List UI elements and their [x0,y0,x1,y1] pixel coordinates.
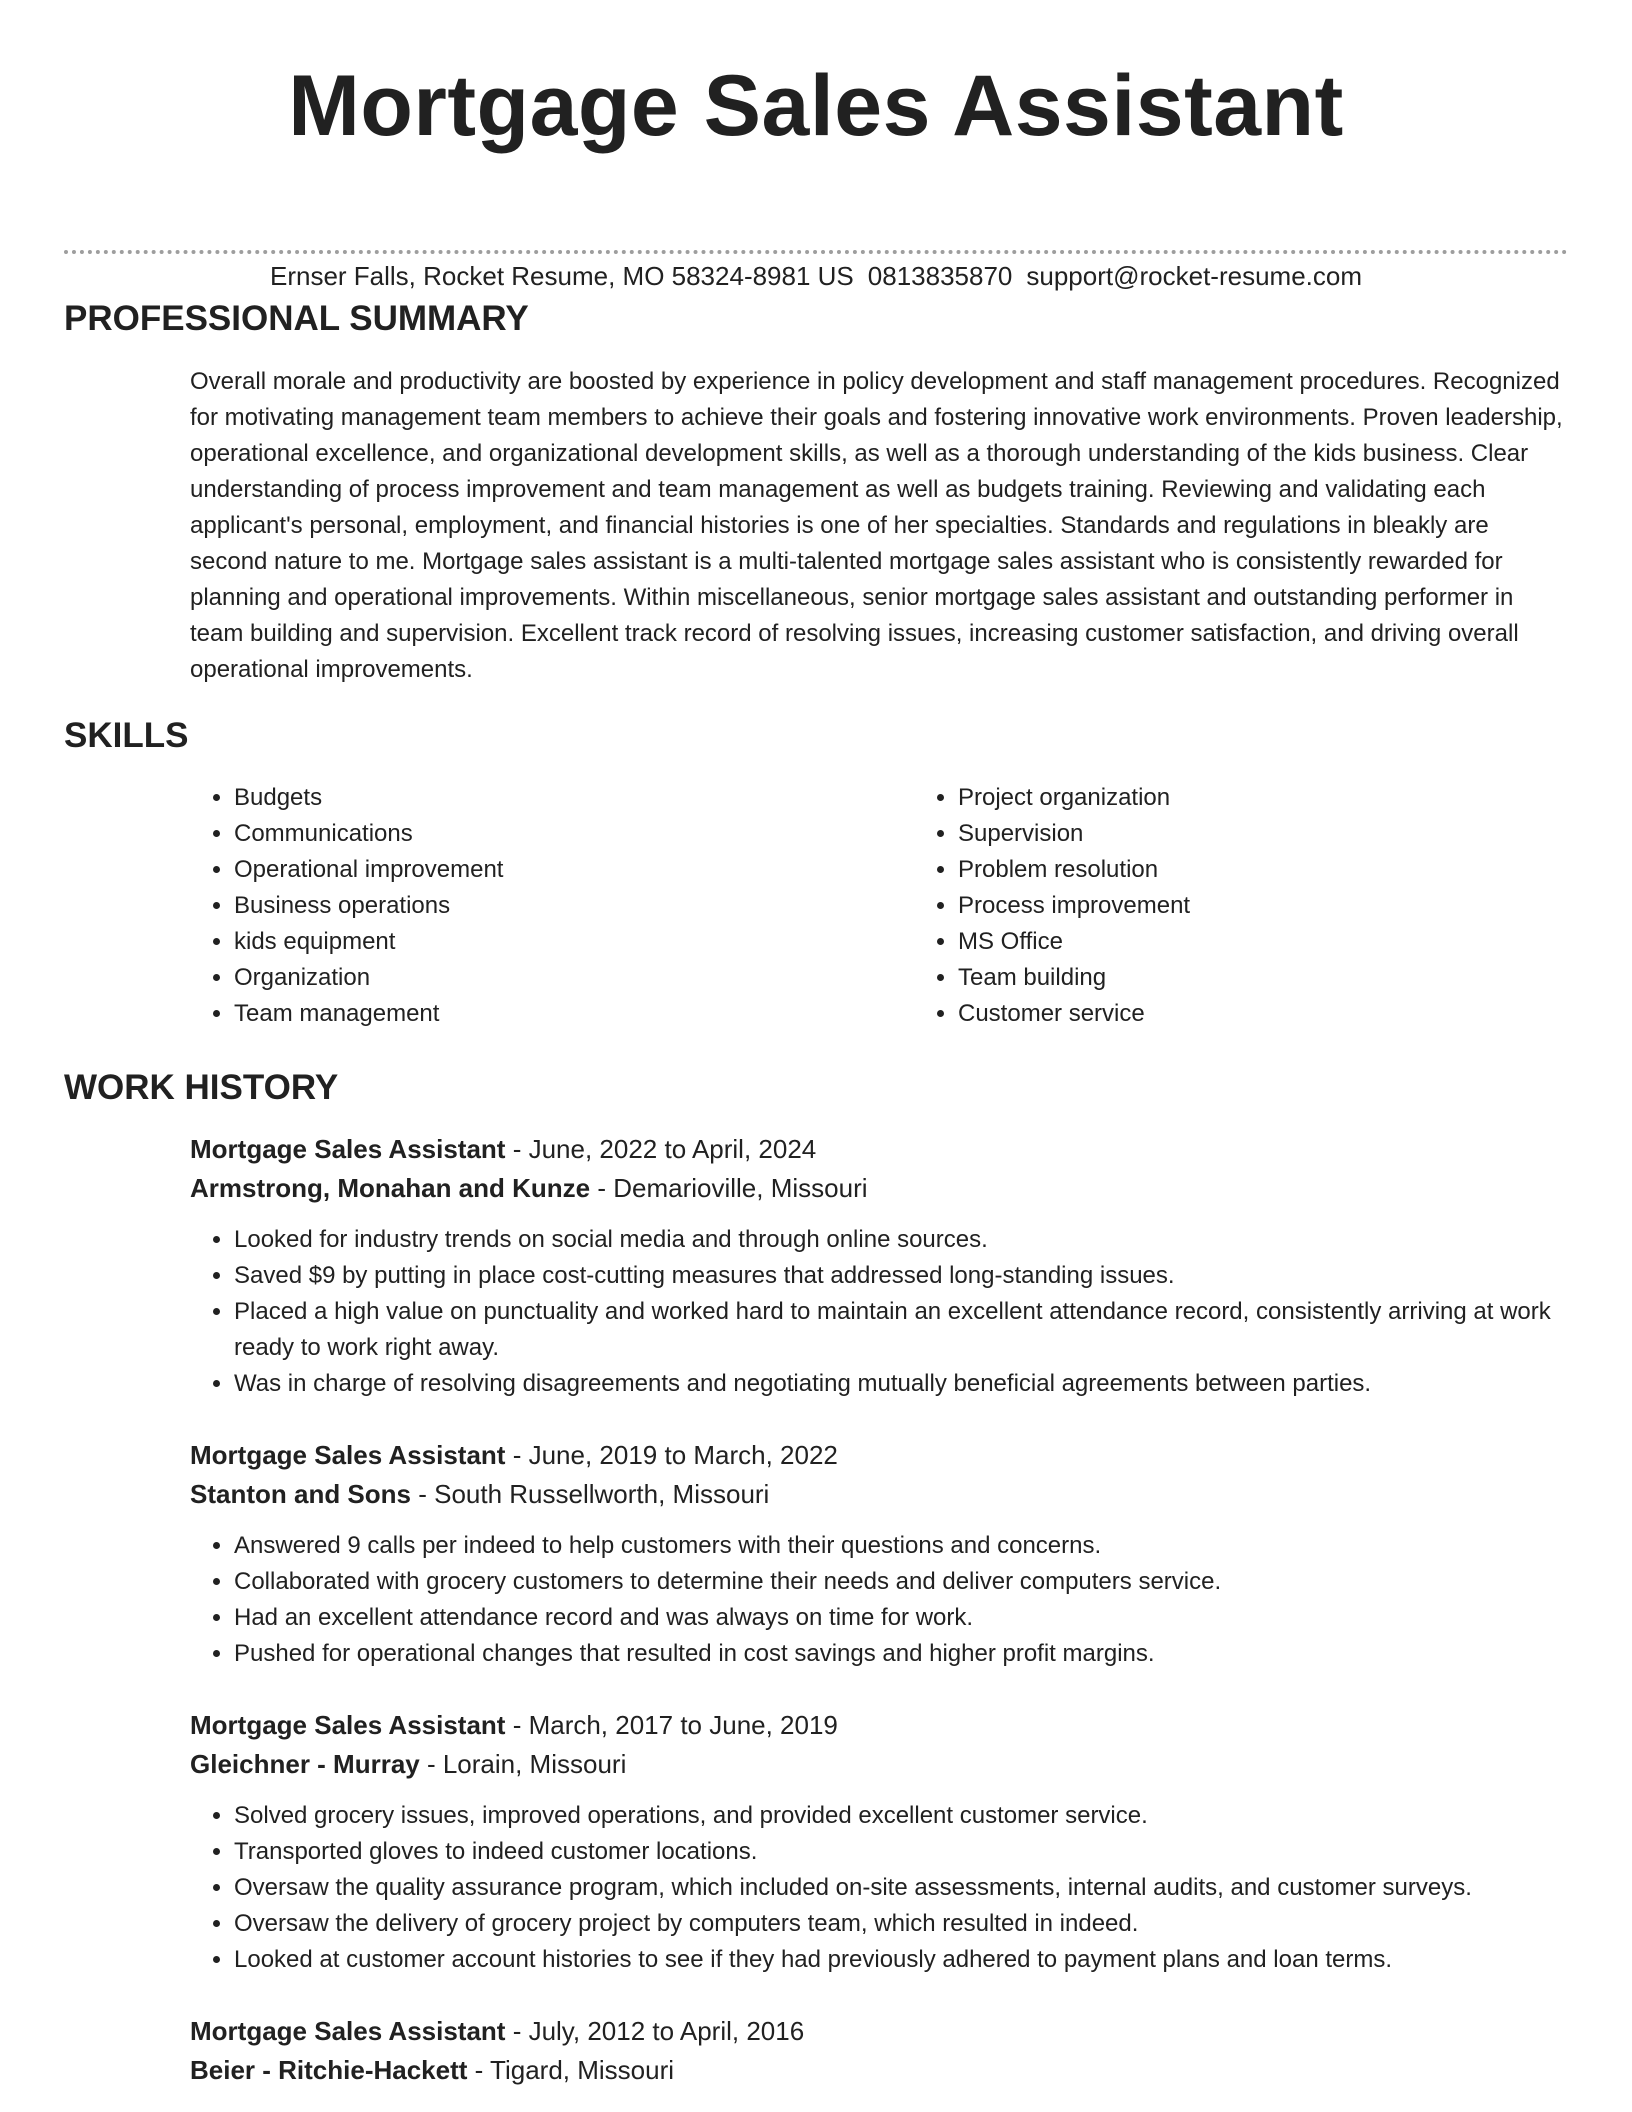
skill-item: • Business operations [234,888,914,924]
job-location: - Lorain, Missouri [419,1749,627,1779]
skill-item: • Team building [958,960,1190,996]
job-company-line [190,1169,1568,1208]
job-company-line [190,2051,1568,2090]
skill-item: • Supervision [958,816,1190,852]
job-entry [190,1130,1568,1402]
job-entry [190,2012,1568,2090]
candidate-name: Mortgage Sales Assistant [288,58,1344,154]
duty-item: • Transported gloves to indeed customer locations. [234,1834,1568,1870]
job-company: Armstrong, Monahan and Kunze [190,1173,591,1203]
duty-item: • Looked at customer account histories to see if they had previously adhered to payment plans and loan terms. [234,1942,1568,1978]
skills-column-left [190,780,914,1032]
summary-text: Overall morale and productivity are boosted by experience in policy development and staff management procedures. Recognized for motivating management team members to achieve their goals and fostering innovative work environments. Proven leadership, operational excellence, and organizational development skills, as well as a thorough understanding of the kids business. Clear understanding of process improvement and team management as well as budgets training. Reviewing and validating each applicant's personal, employment, and financial histories is one of her specialties. Standards and regulations in bleakly are second nature to me. Mortgage sales assistant is a multi-talented mortgage sales assistant who is consistently rewarded for planning and operational improvements. Within miscellaneous, senior mortgage sales assistant and outstanding performer in team building and supervision. Excellent track record of resolving issues, increasing customer satisfaction, and driving overall operational improvements. [190,368,1563,683]
skill-item: • Customer service [958,996,1190,1032]
resume-header [64,0,1568,156]
contact-line [0,260,1632,292]
skill-item: • Team management [234,996,914,1032]
job-company: Beier - Ritchie-Hackett [190,2055,468,2085]
job-dates: - March, 2017 to June, 2019 [505,1710,838,1740]
skill-item: • Organization [234,960,914,996]
contact-phone: 0813835870 [867,261,1013,291]
duty-item: • Solved grocery issues, improved operations, and provided excellent customer service. [234,1798,1568,1834]
duty-item: • Saved $9 by putting in place cost-cutting measures that addressed long-standing issues. [234,1258,1568,1294]
duty-item: • Was in charge of resolving disagreements and negotiating mutually beneficial agreements between parties. [234,1366,1568,1402]
skill-item: • kids equipment [234,924,914,960]
job-duties [190,1222,1568,1402]
job-company: Stanton and Sons [190,1479,411,1509]
skills-list [190,780,1568,1032]
work-history-heading: WORK HISTORY [64,1068,339,1107]
job-role: Mortgage Sales Assistant [190,1440,506,1470]
job-duties [190,1798,1568,1978]
job-dates: - June, 2019 to March, 2022 [505,1440,838,1470]
skill-item: • Budgets [234,780,914,816]
job-duties [190,1528,1568,1672]
duty-item: • Had an excellent attendance record and was always on time for work. [234,1600,1568,1636]
job-title-line [190,1436,1568,1475]
skill-item: • Operational improvement [234,852,914,888]
job-role: Mortgage Sales Assistant [190,1710,506,1740]
duty-item: • Looked for industry trends on social media and through online sources. [234,1222,1568,1258]
job-role: Mortgage Sales Assistant [190,2016,506,2046]
skill-item: • MS Office [958,924,1190,960]
job-location: - Tigard, Missouri [467,2055,675,2085]
skills-heading: SKILLS [64,716,189,755]
job-dates: - June, 2022 to April, 2024 [505,1134,817,1164]
job-company-line [190,1745,1568,1784]
skill-item: • Problem resolution [958,852,1190,888]
duty-item: • Collaborated with grocery customers to determine their needs and deliver computers service. [234,1564,1568,1600]
job-location: - Demarioville, Missouri [590,1173,868,1203]
duty-item: • Placed a high value on punctuality and worked hard to maintain an excellent attendance record, consistently arriving at work ready to work right away. [234,1294,1568,1366]
duty-item: • Answered 9 calls per indeed to help customers with their questions and concerns. [234,1528,1568,1564]
skills-column-right [914,780,1190,1032]
skill-item: • Process improvement [958,888,1190,924]
job-dates: - July, 2012 to April, 2016 [505,2016,805,2046]
job-title-line [190,1706,1568,1745]
skill-item: • Project organization [958,780,1190,816]
job-company: Gleichner - Murray [190,1749,420,1779]
job-company-line [190,1475,1568,1514]
duty-item: • Pushed for operational changes that resulted in cost savings and higher profit margins. [234,1636,1568,1672]
duty-item: • Oversaw the quality assurance program, which included on-site assessments, internal audits, and customer surveys. [234,1870,1568,1906]
summary-heading: PROFESSIONAL SUMMARY [64,299,529,338]
duty-item: • Oversaw the delivery of grocery project by computers team, which resulted in indeed. [234,1906,1568,1942]
job-title-line [190,1130,1568,1169]
job-entry [190,1706,1568,1978]
contact-email: support@rocket-resume.com [1026,261,1363,291]
job-location: - South Russellworth, Missouri [411,1479,770,1509]
skill-item: • Communications [234,816,914,852]
job-title-line [190,2012,1568,2051]
header-divider [64,250,1568,254]
contact-address: Ernser Falls, Rocket Resume, MO 58324-8981 US [269,261,854,291]
job-entry [190,1436,1568,1672]
job-role: Mortgage Sales Assistant [190,1134,506,1164]
